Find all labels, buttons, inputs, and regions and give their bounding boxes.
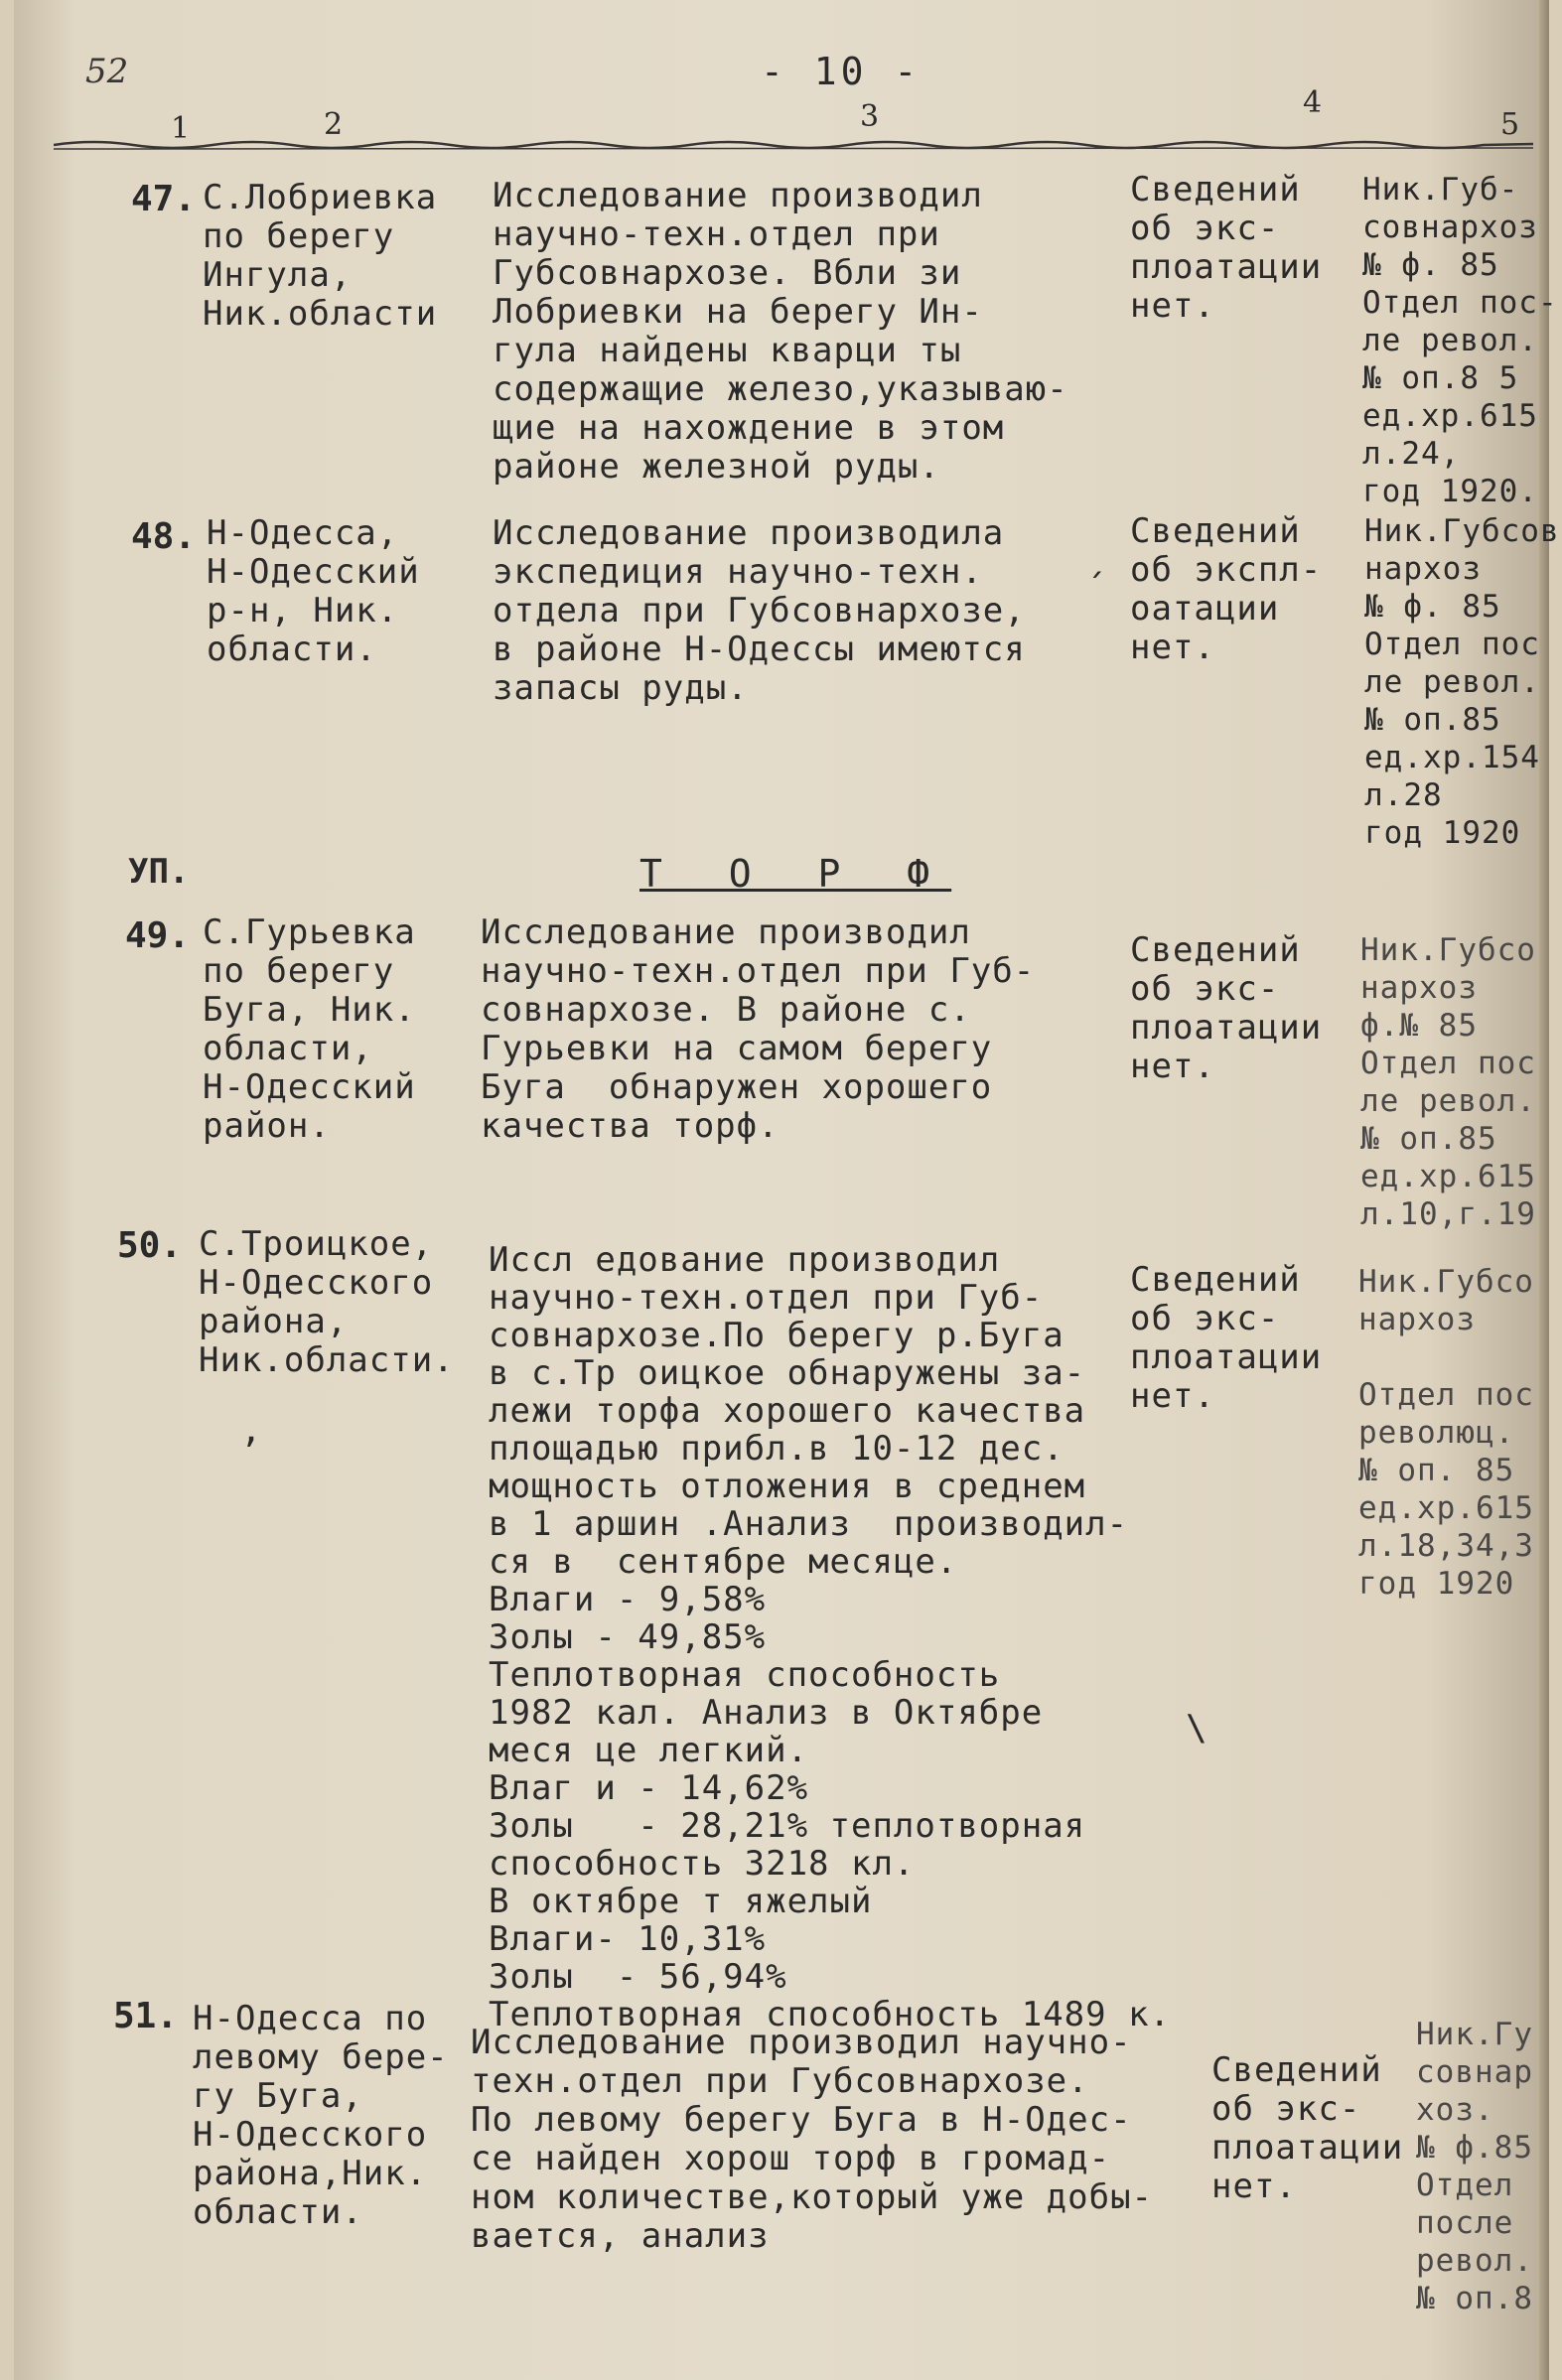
entry-number: 49. xyxy=(125,915,191,956)
entry-number: 50. xyxy=(117,1225,183,1266)
entry-exploitation: Сведений об экс- плоатации нет. xyxy=(1130,930,1323,1086)
column-number-1: 1 xyxy=(171,111,191,146)
entry-location: С.Гурьевка по берегу Буга, Ник. области, Н-Одесский район. xyxy=(203,912,416,1146)
header-rule xyxy=(54,137,1533,151)
entry-archive-ref: Ник.Губсо нархоз Отдел пос революц. № оп. 85 ед.хр.615 л.18,34,3 год 1920 xyxy=(1358,1264,1534,1602)
entry-exploitation: Сведений об экс- плоатации нет. xyxy=(1130,170,1323,326)
page-number: - 10 - xyxy=(761,50,922,93)
entry-description: Иссл едование производил научно-техн.отдел при Губ- совнархозе.По берегу р.Буга в с.Тр оицкое обнаружены за- лежи торфа хорошего качества площадью прибл.в 10-12 дес. мощность отложения в среднем в 1 аршин .Анализ производил- ся в сентябре месяце. Влаги - 9,58% Золы - 49,85% Теплотворная способность 1982 кал. Анализ в Октябре меся це легкий. Влаг и - 14,62% Золы - 28,21% теплотворная способность 3218 кл. В октябре т яжелый Влаги- 10,31% Золы - 56,94% Теплотворная способность 1489 к. xyxy=(489,1240,1172,2034)
entry-number: 48. xyxy=(131,516,197,557)
entry-exploitation: Сведений об экс- плоатации нет. xyxy=(1130,1260,1323,1416)
entry-archive-ref: Ник.Губсо нархоз ф.№ 85 Отдел пос ле револ. № оп.85 ед.хр.615 л.10,г.19 xyxy=(1360,932,1536,1232)
section-number: УП. xyxy=(128,852,190,892)
entry-number: 47. xyxy=(131,179,197,219)
entry-location: С.Троицкое, Н-Одесского района, Ник.области. xyxy=(199,1224,455,1380)
entry-exploitation: Сведений об экспл- оатации нет. xyxy=(1130,511,1323,667)
entry-location: Н-Одесса по левому бере- гу Буга, Н-Одесского района,Ник. области. xyxy=(193,1999,449,2232)
entry-number: 51. xyxy=(113,1996,179,2036)
entry-location: С.Лобриевка по берегу Ингула, Ник.области xyxy=(203,178,438,334)
column-number-4: 4 xyxy=(1303,85,1323,120)
entry-archive-ref: Ник.Гу совнар хоз. № ф.85 Отдел после револ. № оп.8 xyxy=(1416,2017,1533,2316)
section-title: Т О Р Ф xyxy=(639,852,952,896)
entry-description: Исследование производил научно-техн.отдел при Губ- совнархозе. В районе с. Гурьевки на самом берегу Буга обнаружен хорошего качества торф. xyxy=(481,912,1036,1146)
margin-note: 52 xyxy=(85,52,129,91)
entry-exploitation: Сведений об экс- плоатации нет. xyxy=(1211,2050,1404,2206)
document-page: 52 - 10 - 1 2 3 4 5 47. С.Лобриевка по берегу Ингула, Ник.области Исследование производил научно-техн.отдел при Губсовнархозе. Вбли зи Лобриевки на берегу Ин- гула найдены кварци ты содержащие железо,указываю- щие на нахождение в этом районе железной руды. Сведений об экс- плоатации нет. Ник.Губ- совнархоз № ф. 85 Отдел пос- ле револ. № оп.8 5 ед.хр.615 л.24, год 1920. 48. Н-Одесса, Н-Одесский р-н, Ник. области. Исследование производила экспедиция научно-техн. отдела при Губсовнархозе, в районе Н-Одессы имеются запасы руды. ˏ Сведений об экспл- оатации нет. Ник.Губсов нархоз № ф. 85 Отдел пос ле револ. № оп.85 ед.хр.154 л.28 год 1920 УП. Т О Р Ф 49. С.Гурьевка по берегу Буга, Ник. области, Н-Одесский район. Исследование производил научно-техн.отдел при Губ- совнархозе. В районе с. Гурьевки на самом берегу Буга обнаружен хорошего качества торф. Сведений об экс- плоатации нет. Ник.Губсо нархоз ф.№ 85 Отдел пос ле револ. № оп.85 ед.хр.615 л.10,г.19 50. С.Троицкое, Н-Одесского района, Ник.области. Иссл едование производил научно-техн.отдел при Губ- совнархозе.По берегу р.Буга в с.Тр оицкое обнаружены за- лежи торфа хорошего качества площадью прибл.в 10-12 дес. мощность отложения в среднем в 1 аршин .Анализ производил- ся в сентябре месяце. Влаги - 9,58% Золы - 49,85% Теплотворная способность 1982 кал. Анализ в Октябре меся це легкий. Влаг и - 14,62% Золы - 28,21% теплотворная способность 3218 кл. В октябре т яжелый Влаги- 10,31% Золы - 56,94% Теплотворная способность 1489 к. Сведений об экс- плоатации нет. Ник.Губсо нархоз Отдел пос революц. № оп. 85 ед.хр.615 л.18,34,3 год 1920 , \ 51. Н-Одесса по левому бере- гу Буга, Н-Одесского района,Ник. области. Исследование производил научно- техн.отдел при Губсовнархозе. По левому берегу Буга в Н-Одес- се найден хорош торф в громад- ном количестве,который уже добы- вается, анализ Сведений об экс- плоатации нет. Ник.Гу совнар хоз. № ф.85 Отдел после револ. № оп.8 xyxy=(14,0,1549,2380)
entry-description: Исследование производил научно-техн.отдел при Губсовнархозе. Вбли зи Лобриевки на берегу Ин- гула найдены кварци ты содержащие железо,указываю- щие на нахождение в этом районе железной руды. xyxy=(493,176,1068,487)
entry-location: Н-Одесса, Н-Одесский р-н, Ник. области. xyxy=(207,513,420,669)
entry-archive-ref: Ник.Губ- совнархоз № ф. 85 Отдел пос- ле револ. № оп.8 5 ед.хр.615 л.24, год 1920. xyxy=(1362,172,1558,509)
entry-description: Исследование производил научно- техн.отдел при Губсовнархозе. По левому берегу Буга в Н-Одес- се найден хорош торф в громад- ном количестве,который уже добы- вается, анализ xyxy=(471,2023,1154,2256)
entry-description: Исследование производила экспедиция научно-техн. отдела при Губсовнархозе, в районе Н-Одессы имеются запасы руды. xyxy=(493,513,1026,708)
column-number-3: 3 xyxy=(860,99,880,134)
entry-archive-ref: Ник.Губсов нархоз № ф. 85 Отдел пос ле револ. № оп.85 ед.хр.154 л.28 год 1920 xyxy=(1364,513,1560,851)
column-number-2: 2 xyxy=(324,107,344,142)
column-number-5: 5 xyxy=(1500,107,1520,142)
